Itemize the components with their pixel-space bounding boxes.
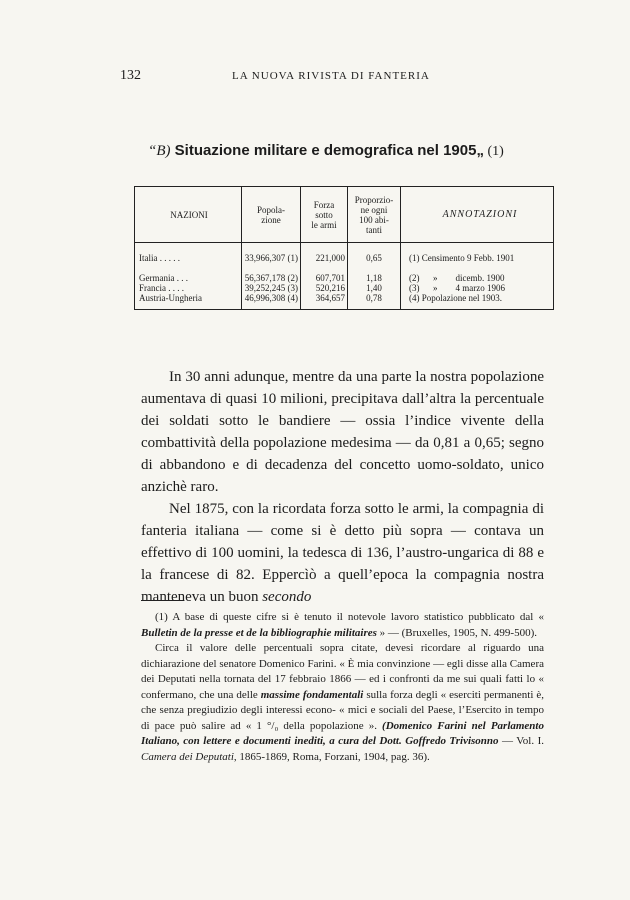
cell-proportion: 0,65 (348, 243, 401, 274)
footnote-2 (141, 641, 544, 765)
cell-proportion: 0,78 (348, 293, 401, 310)
table-row (135, 283, 554, 293)
footnote-1-source-title: Bulletin de la presse et de la bibliographie militaires (141, 626, 377, 639)
footnote-2-text-c: — Vol. I. (498, 735, 545, 747)
cell-nation: Germania . . . (135, 273, 242, 283)
table-row (135, 243, 554, 274)
footnote-rule (141, 600, 183, 601)
body-paragraph-2-text: Nel 1875, con la ricordata forza sotto le armi, la compagnia di fanteria italiana — come si è detto più sopra — contava un effettivo di 100 uomini, la tedesca di 136, l’austro-ungarica di 88 e la francese di 82. Eppercìò a quell’epoca la compagnia nostra manteneva un buon (141, 501, 544, 605)
cell-nation: Francia . . . . (135, 283, 242, 293)
body-text (141, 366, 544, 608)
cell-population: 56,367,178 (2) (242, 273, 301, 283)
cell-population: 46,996,308 (4) (242, 293, 301, 310)
header-forza: Forza sotto le armi (301, 187, 348, 243)
footnote-1 (141, 610, 544, 641)
footnote-2-text-b: sulla forza degli « eserciti permanenti è, che senza pregiudizio degli interessi econo- « mici e sociali del Paese, l’Esercito in tempo di pace può salire ad « 1 °/₀ della popolazione ». (141, 688, 544, 732)
section-title (148, 142, 548, 160)
cell-proportion: 1,40 (348, 283, 401, 293)
section-label: “B) (148, 143, 171, 159)
cell-force: 607,701 (301, 273, 348, 283)
cell-note: (3) » 4 marzo 1906 (401, 283, 554, 293)
footnote-1-end: » — (Bruxelles, 1905, N. 499-500). (376, 626, 537, 639)
cell-population: 33,966,307 (1) (242, 243, 301, 274)
cell-population: 39,252,245 (3) (242, 283, 301, 293)
header-annotazioni: ANNOTAZIONI (401, 187, 554, 243)
header-popolazione: Popola- zione (242, 187, 301, 243)
section-footnote-ref: (1) (483, 144, 504, 159)
cell-note: (2) » dicemb. 1900 (401, 273, 554, 283)
header-nazioni: NAZIONI (135, 187, 242, 243)
table-header-row (135, 187, 554, 243)
footnote-1-text: (1) A base di queste cifre si è tenuto il notevole lavoro statistico pubblicato dal « (155, 611, 544, 623)
footnote-2-source-2: Camera dei Deputati (141, 750, 234, 763)
footnotes (141, 610, 544, 765)
footnote-2-text-d: , 1865-1869, Roma, Forzani, 1904, pag. 36). (233, 750, 430, 763)
footnote-2-source: (Domenico Farini nel Parlamento Italiano, con lettere e documenti inediti, a cura del Dott. Goffredo Trivisonno (141, 719, 544, 747)
cell-note: (4) Popolazione nel 1903. (401, 293, 554, 310)
table-row (135, 273, 554, 283)
cell-nation: Italia . . . . . (135, 243, 242, 274)
cell-force: 221,000 (301, 243, 348, 274)
cell-force: 520,216 (301, 283, 348, 293)
header-proporzione: Proporzio- ne ogni 100 abi- tanti (348, 187, 401, 243)
body-paragraph-2 (141, 498, 544, 608)
section-title-text: Situazione militare e demografica nel 1905„ (170, 142, 484, 159)
cell-note: (1) Censimento 9 Febb. 1901 (401, 243, 554, 274)
statistics-table (134, 186, 554, 310)
body-paragraph-1: In 30 anni adunque, mentre da una parte la nostra popolazione aumentava di quasi 10 milioni, precipitava dall’altra la percentuale dei soldati sotto le bandiere — ossia l’indice vivente della combattività della popolazione medesima — da 0,81 a 0,65; segno di abbandono e di decadenza del concetto uomo-soldato, unico anzichè raro. (141, 369, 544, 495)
cell-force: 364,657 (301, 293, 348, 310)
table-row (135, 293, 554, 310)
running-title: LA NUOVA RIVISTA DI FANTERIA (232, 70, 430, 82)
body-paragraph-2-italic: secondo (262, 589, 312, 605)
footnote-2-emphasis: massime fondamentali (260, 688, 364, 701)
cell-nation: Austria-Ungheria (135, 293, 242, 310)
footnote-2-text: Circa il valore delle percentuali sopra citate, devesi ricordare al riguardo una dichiarazione del senatore Domenico Farini. « È mia convinzione — egli disse alla Camera dei Deputati nella tornata del 17 febbraio 1866 — ed i confronti da me sui quali fatti lo « confermano, che una delle (141, 642, 544, 701)
page-number: 132 (120, 68, 141, 83)
cell-proportion: 1,18 (348, 273, 401, 283)
